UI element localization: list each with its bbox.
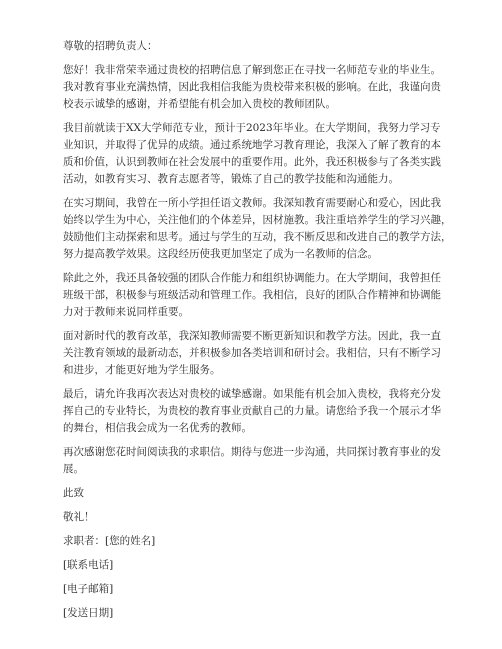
- paragraph-line: 展。: [63, 463, 84, 475]
- paragraph-line: 除此之外，我还具备较强的团队合作能力和组织协调能力。在大学期间，我曾担任: [63, 272, 441, 284]
- paragraph-4: [63, 270, 441, 321]
- paragraph-line: 鼓励他们主动探索和思考。通过与学生的互动，我不断反思和改进自己的教学方法，: [63, 231, 452, 243]
- paragraph-line: 关注教育领域的最新动态，并积极参加各类培训和研讨会。我相信，只有不断学习: [63, 347, 441, 359]
- paragraph-line: 我对教育事业充满热情，因此我相信我能为贵校带来积极的影响。在此，我谨向贵: [63, 81, 441, 93]
- paragraph-line: 我目前就读于XX大学师范专业，预计于2023年毕业。在大学期间，我努力学习专: [63, 122, 441, 134]
- paragraph-line: 和进步，才能更好地为学生服务。: [63, 364, 221, 376]
- paragraph-5: [63, 328, 441, 379]
- send-date: [发送日期]: [63, 607, 114, 619]
- paragraph-line: 努力提高教学效果。这段经历使我更加坚定了成为一名教师的信念。: [63, 248, 378, 260]
- paragraph-line: 力对于教师来说同样重要。: [63, 306, 189, 318]
- salutation: 尊敬的招聘负责人：: [63, 40, 158, 52]
- paragraph-line: 业知识，并取得了优异的成绩。通过系统地学习教育理论，我深入了解了教育的本: [63, 139, 441, 151]
- paragraph-3: [63, 195, 452, 263]
- paragraph-6: [63, 386, 441, 437]
- paragraph-line: 始终以学生为中心，关注他们的个体差异，因材施教。我注重培养学生的学习兴趣，: [63, 214, 452, 226]
- paragraph-7: [63, 444, 441, 478]
- paragraph-line: 您好！我非常荣幸通过贵校的招聘信息了解到您正在寻找一名师范专业的毕业生。: [63, 64, 441, 76]
- contact-email: [电子邮箱]: [63, 583, 114, 595]
- paragraph-line: 最后，请允许我再次表达对贵校的诚挚感谢。如果能有机会加入贵校，我将充分发: [63, 388, 441, 400]
- closing-salute: 敬礼！: [63, 511, 95, 523]
- paragraph-line: 在实习期间，我曾在一所小学担任语文教师。我深知教育需要耐心和爱心，因此我: [63, 197, 441, 209]
- paragraph-line: 活动，如教育实习、教育志愿者等，锻炼了自己的教学技能和沟通能力。: [63, 173, 399, 185]
- paragraph-line: 班级干部，积极参与班级活动和管理工作。我相信，良好的团队合作精神和协调能: [63, 289, 441, 301]
- paragraph-line: 校表示诚挚的感谢，并希望能有机会加入贵校的教师团队。: [63, 98, 336, 110]
- contact-phone: [联系电话]: [63, 559, 114, 571]
- paragraph-1: [63, 62, 441, 113]
- paragraph-line: 质和价值，认识到教师在社会发展中的重要作用。此外，我还积极参与了各类实践: [63, 156, 441, 168]
- closing-respectfully: 此致: [63, 487, 84, 499]
- paragraph-2: [63, 120, 441, 188]
- paragraph-line: 挥自己的专业特长，为贵校的教育事业贡献自己的力量。请您给予我一个展示才华: [63, 405, 441, 417]
- paragraph-line: 再次感谢您花时间阅读我的求职信。期待与您进一步沟通，共同探讨教育事业的发: [63, 446, 441, 458]
- signature-line: 求职者：[您的姓名]: [63, 535, 156, 547]
- paragraph-line: 面对新时代的教育改革，我深知教师需要不断更新知识和教学方法。因此，我一直: [63, 330, 441, 342]
- cover-letter: [63, 38, 452, 622]
- paragraph-line: 的舞台，相信我会成为一名优秀的教师。: [63, 422, 252, 434]
